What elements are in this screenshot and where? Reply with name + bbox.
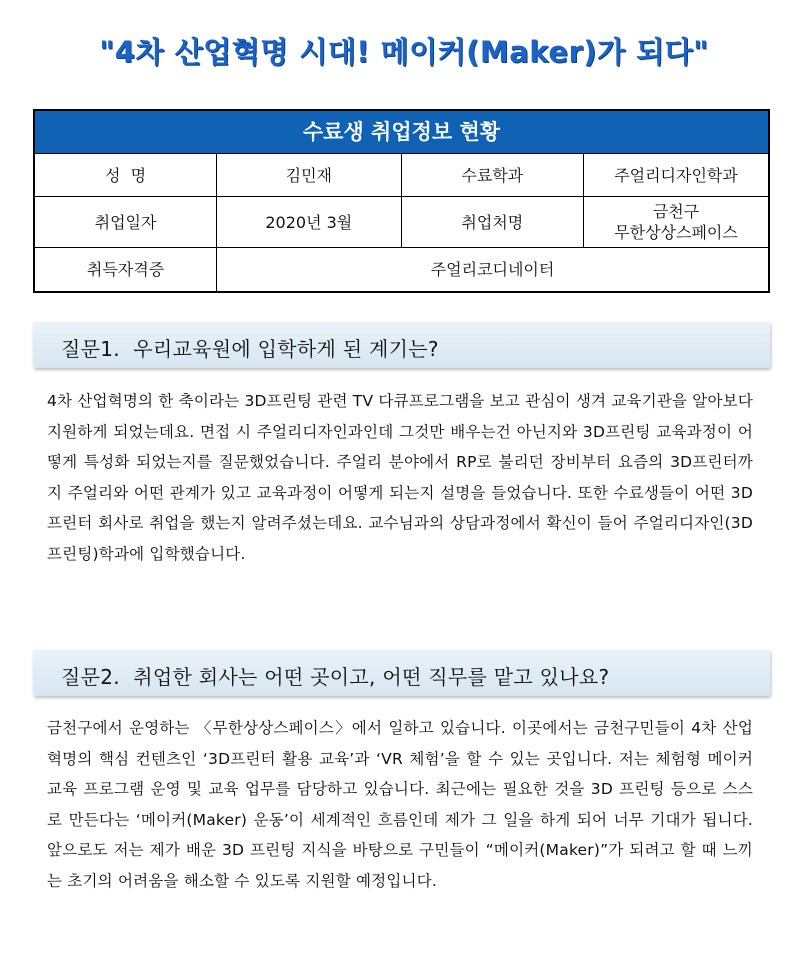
- question1-text: 질문1. 우리교육원에 입학하게 된 계기는?: [61, 337, 439, 361]
- dept-value: 주얼리디자인학과: [584, 154, 769, 197]
- cert-label: 취득자격증: [34, 248, 217, 293]
- name-value: 김민재: [217, 154, 402, 197]
- page-title: "4차 산업혁명 시대! 메이커(Maker)가 되다": [99, 35, 709, 69]
- company-line1: 금천구: [652, 202, 700, 221]
- question1-bar: [33, 322, 770, 368]
- date-value: 2020년 3월: [217, 197, 402, 248]
- date-label: 취업일자: [34, 197, 217, 248]
- dept-label: 수료학과: [401, 154, 583, 197]
- company-line2: 무한상상스페이스: [614, 223, 738, 242]
- company-value: [584, 197, 769, 248]
- answer2-paragraph: 금천구에서 운영하는 〈무한상상스페이스〉에서 일하고 있습니다. 이곳에서는 금천구민들이 4차 산업혁명의 핵심 컨텐츠인 ‘3D프린터 활용 교육’과 ‘VR 체험’을 할 수 있는 곳입니다. 저는 체험형 메이커 교육 프로그램 운영 및 교육 업무를 담당하고 있습니다. 최근에는 필요한 것을 3D 프린팅 등으로 스스로 만든다는 ‘메이커(Maker) 운동’이 세계적인 흐름인데 제가 그 일을 하게 되어 너무 기대가 됩니다. 앞으로도 저는 제가 배운 3D 프린팅 지식을 바탕으로 구민들이 “메이커(Maker)”가 되려고 할 때 느끼는 초기의 어려움을 해소할 수 있도록 지원할 예정입니다.: [47, 719, 753, 890]
- question2-bar: [33, 650, 770, 696]
- company-label: 취업처명: [401, 197, 583, 248]
- answer1-paragraph: 4차 산업혁명의 한 축이라는 3D프린팅 관련 TV 다큐프로그램을 보고 관심이 생겨 교육기관을 알아보다 지원하게 되었는데요. 면접 시 주얼리디자인과인데 그것만 배우는건 아닌지와 3D프린팅 교육과정이 어떻게 특성화 되었는지를 질문했었습니다. 주얼리 분야에서 RP로 불리던 장비부터 요즘의 3D프린터까지 주얼리와 어떤 관계가 있고 교육과정이 어떻게 되는지 설명을 들었습니다. 또한 수료생들이 어떤 3D프린터 회사로 취업을 했는지 알려주셨는데요. 교수님과의 상담과정에서 확신이 들어 주얼리디자인(3D프린팅)학과에 입학했습니다.: [47, 392, 754, 563]
- name-label: 성 명: [34, 154, 217, 197]
- table-heading: 수료생 취업정보 현황: [34, 110, 769, 154]
- cert-value: 주얼리코디네이터: [217, 248, 769, 293]
- employment-info-table: [33, 109, 770, 293]
- question2-text: 질문2. 취업한 회사는 어떤 곳이고, 어떤 직무를 맡고 있나요?: [61, 665, 610, 689]
